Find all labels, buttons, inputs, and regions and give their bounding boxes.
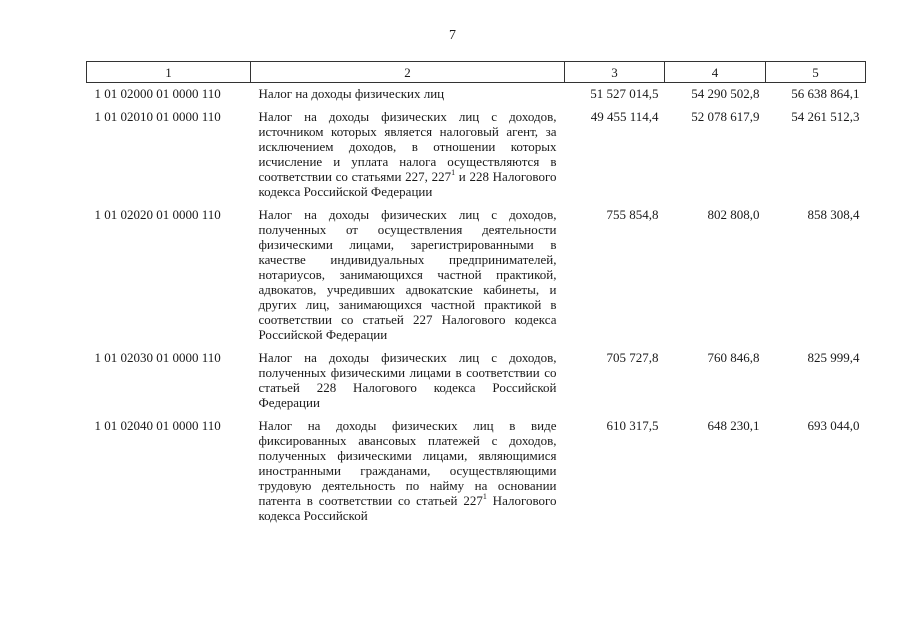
column-header-2: 2 bbox=[251, 62, 565, 83]
value-col-3: 610 317,5 bbox=[606, 418, 659, 433]
value-col-3: 755 854,8 bbox=[606, 207, 659, 222]
revenue-name-text: Налог на доходы физических лиц с доходов, источником которых является налоговый агент, за исключением доходов, в отношении которых исчисление и уплата налога осуществляются в соответствии со статьями 227, 227 bbox=[258, 109, 557, 184]
budget-code: 1 01 02010 01 0000 110 bbox=[94, 109, 221, 124]
table-row bbox=[87, 83, 866, 107]
value-col-4: 648 230,1 bbox=[707, 418, 760, 433]
page-number: 7 bbox=[449, 28, 456, 43]
value-col-4: 54 290 502,8 bbox=[691, 86, 760, 101]
revenue-table bbox=[86, 61, 866, 528]
column-header-5: 5 bbox=[766, 62, 866, 83]
budget-code: 1 01 02020 01 0000 110 bbox=[94, 207, 221, 222]
value-col-3: 49 455 114,4 bbox=[590, 109, 659, 124]
revenue-name-text: Налогового кодекса Российской bbox=[258, 493, 557, 523]
column-header-3: 3 bbox=[565, 62, 665, 83]
value-col-5: 825 999,4 bbox=[807, 350, 860, 365]
revenue-name-text: Налог на доходы физических лиц в виде фиксированных авансовых платежей с доходов, полученных физическими лицами, являющимися иностранными гражданами, осуществляющими трудовую деятельность по найму на основании патента в соответствии со статьей 227 bbox=[258, 418, 557, 508]
value-col-5: 693 044,0 bbox=[807, 418, 860, 433]
budget-code: 1 01 02030 01 0000 110 bbox=[94, 350, 221, 365]
value-col-3: 51 527 014,5 bbox=[590, 86, 659, 101]
table-row bbox=[87, 204, 866, 347]
value-col-5: 858 308,4 bbox=[807, 207, 860, 222]
budget-code: 1 01 02000 01 0000 110 bbox=[94, 86, 221, 101]
revenue-name: Налог на доходы физических лиц с доходов, полученных физическими лицами в соответствии со статьей 228 Налогового кодекса Российской Федерации bbox=[258, 350, 557, 410]
table-row bbox=[87, 106, 866, 204]
superscript: 1 bbox=[451, 168, 456, 177]
column-header-4: 4 bbox=[665, 62, 766, 83]
value-col-4: 802 808,0 bbox=[707, 207, 760, 222]
value-col-5: 56 638 864,1 bbox=[791, 86, 860, 101]
value-col-3: 705 727,8 bbox=[606, 350, 659, 365]
revenue-name bbox=[251, 106, 565, 204]
superscript: 1 bbox=[482, 492, 487, 501]
revenue-name-text: и 228 Налогового кодекса Российской Федерации bbox=[258, 169, 557, 199]
value-col-4: 760 846,8 bbox=[707, 350, 760, 365]
revenue-name: Налог на доходы физических лиц с доходов, полученных от осуществления деятельности физическими лицами, зарегистрированными в качестве индивидуальных предпринимателей, нотариусов, занимающихся частной практикой, адвокатов, учредивших адвокатские кабинеты, и других лиц, занимающихся частной практикой в соответствии со статьей 227 Налогового кодекса Российской Федерации bbox=[258, 207, 557, 342]
table-header-row bbox=[87, 62, 866, 83]
value-col-5: 54 261 512,3 bbox=[791, 109, 860, 124]
table-row bbox=[87, 347, 866, 415]
column-header-1: 1 bbox=[87, 62, 251, 83]
revenue-name: Налог на доходы физических лиц bbox=[258, 86, 445, 101]
revenue-name bbox=[251, 415, 565, 528]
value-col-4: 52 078 617,9 bbox=[691, 109, 760, 124]
budget-code: 1 01 02040 01 0000 110 bbox=[94, 418, 221, 433]
table-row bbox=[87, 415, 866, 528]
